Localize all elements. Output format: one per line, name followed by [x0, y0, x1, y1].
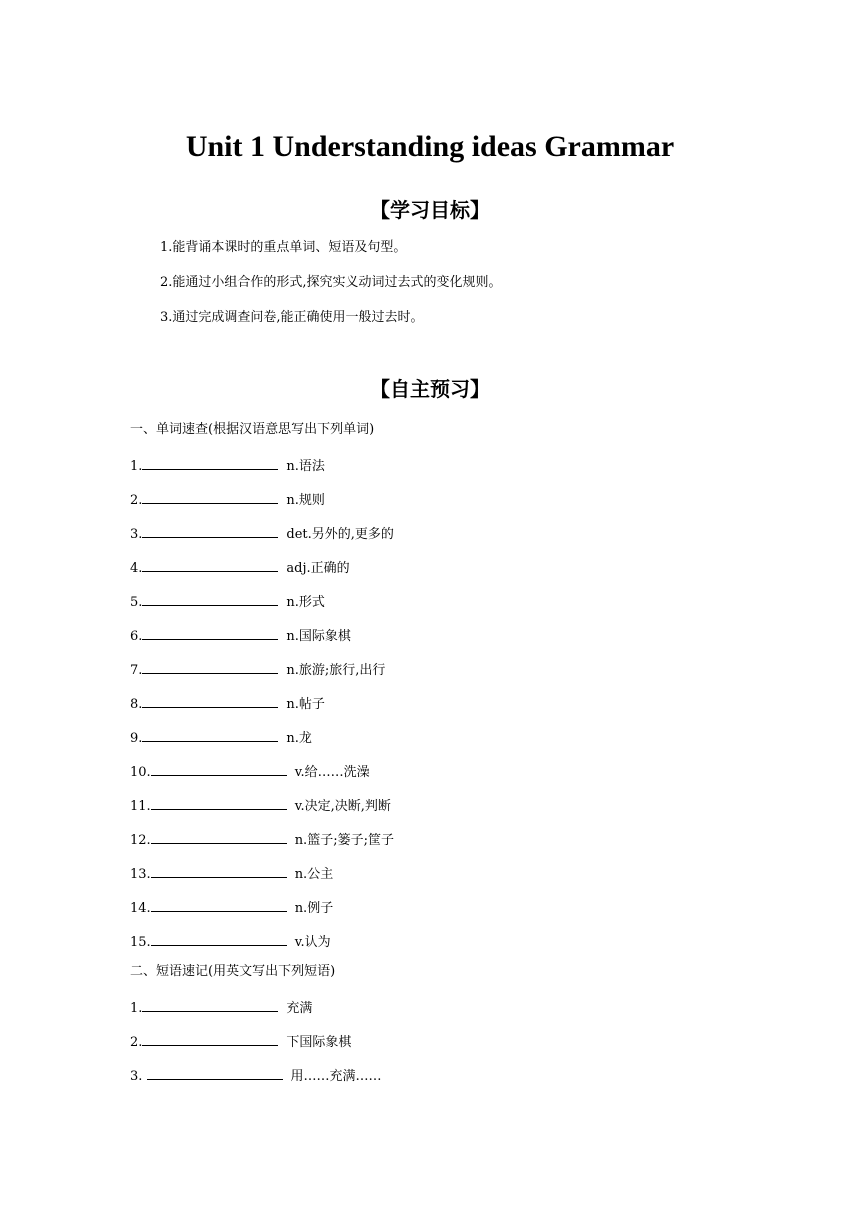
- item-meaning: 充满: [286, 1001, 313, 1016]
- learning-goal-3: 3.通过完成调查问卷,能正确使用一般过去时。: [160, 310, 424, 325]
- item-number: 5.: [130, 595, 143, 610]
- word-item-2: [130, 489, 325, 507]
- answer-blank[interactable]: [151, 829, 287, 844]
- word-check-instruction: 一、单词速查(根据汉语意思写出下列单词): [130, 422, 375, 437]
- item-meaning: 用……充满……: [290, 1069, 382, 1084]
- word-item-15: [130, 931, 331, 949]
- item-meaning: n.规则: [286, 493, 325, 508]
- item-meaning: n.龙: [286, 731, 312, 746]
- learning-goal-2: 2.能通过小组合作的形式,探究实义动词过去式的变化规则。: [160, 275, 502, 290]
- item-meaning: n.帖子: [286, 697, 325, 712]
- answer-blank[interactable]: [142, 997, 278, 1012]
- item-meaning: n.公主: [294, 867, 334, 882]
- self-preview-heading: 【自主预习】: [370, 377, 490, 401]
- phrase-item-2: [130, 1031, 351, 1049]
- item-meaning: v.决定,决断,判断: [294, 799, 391, 814]
- answer-blank[interactable]: [151, 795, 287, 810]
- item-number: 10.: [130, 765, 151, 780]
- item-number: 11.: [130, 799, 151, 814]
- answer-blank[interactable]: [142, 1031, 278, 1046]
- answer-blank[interactable]: [151, 863, 287, 878]
- item-meaning: n.形式: [286, 595, 325, 610]
- answer-blank[interactable]: [151, 897, 287, 912]
- item-number: 2.: [130, 493, 143, 508]
- item-number: 1.: [130, 459, 143, 474]
- word-item-9: [130, 727, 312, 745]
- answer-blank[interactable]: [151, 761, 287, 776]
- answer-blank[interactable]: [142, 693, 278, 708]
- word-item-14: [130, 897, 333, 915]
- answer-blank[interactable]: [147, 1065, 283, 1080]
- item-meaning: v.认为: [294, 935, 331, 950]
- word-item-4: [130, 557, 350, 575]
- word-item-5: [130, 591, 325, 609]
- item-number: 9.: [130, 731, 143, 746]
- item-number: 12.: [130, 833, 151, 848]
- item-number: 6.: [130, 629, 143, 644]
- word-item-13: [130, 863, 333, 881]
- answer-blank[interactable]: [142, 591, 278, 606]
- answer-blank[interactable]: [151, 931, 287, 946]
- item-number: 15.: [130, 935, 151, 950]
- item-number: 8.: [130, 697, 143, 712]
- answer-blank[interactable]: [142, 557, 278, 572]
- phrase-item-1: [130, 997, 312, 1015]
- item-number: 1.: [130, 1001, 143, 1016]
- answer-blank[interactable]: [142, 489, 278, 504]
- answer-blank[interactable]: [142, 727, 278, 742]
- item-number: 14.: [130, 901, 151, 916]
- word-item-1: [130, 455, 325, 473]
- item-meaning: n.旅游;旅行,出行: [286, 663, 386, 678]
- word-item-6: [130, 625, 351, 643]
- answer-blank[interactable]: [142, 659, 278, 674]
- learning-goals-heading: 【学习目标】: [370, 198, 490, 222]
- item-meaning: n.例子: [294, 901, 334, 916]
- item-meaning: adj.正确的: [286, 561, 350, 576]
- word-item-3: [130, 523, 394, 541]
- item-meaning: n.篮子;篓子;筐子: [294, 833, 394, 848]
- item-meaning: 下国际象棋: [286, 1035, 352, 1050]
- answer-blank[interactable]: [142, 625, 278, 640]
- word-item-11: [130, 795, 391, 813]
- word-item-12: [130, 829, 394, 847]
- item-number: 3.: [130, 1069, 147, 1084]
- item-number: 2.: [130, 1035, 143, 1050]
- item-meaning: det.另外的,更多的: [286, 527, 394, 542]
- phrase-item-3: [130, 1065, 382, 1083]
- item-number: 13.: [130, 867, 151, 882]
- item-meaning: n.语法: [286, 459, 325, 474]
- item-number: 3.: [130, 527, 143, 542]
- item-meaning: v.给……洗澡: [294, 765, 370, 780]
- word-item-10: [130, 761, 370, 779]
- learning-goal-1: 1.能背诵本课时的重点单词、短语及句型。: [160, 240, 407, 255]
- word-item-8: [130, 693, 325, 711]
- item-number: 7.: [130, 663, 143, 678]
- word-item-7: [130, 659, 385, 677]
- answer-blank[interactable]: [142, 523, 278, 538]
- item-number: 4.: [130, 561, 143, 576]
- page-title: Unit 1 Understanding ideas Grammar: [185, 130, 675, 163]
- phrase-memo-instruction: 二、短语速记(用英文写出下列短语): [130, 964, 336, 979]
- item-meaning: n.国际象棋: [286, 629, 351, 644]
- answer-blank[interactable]: [142, 455, 278, 470]
